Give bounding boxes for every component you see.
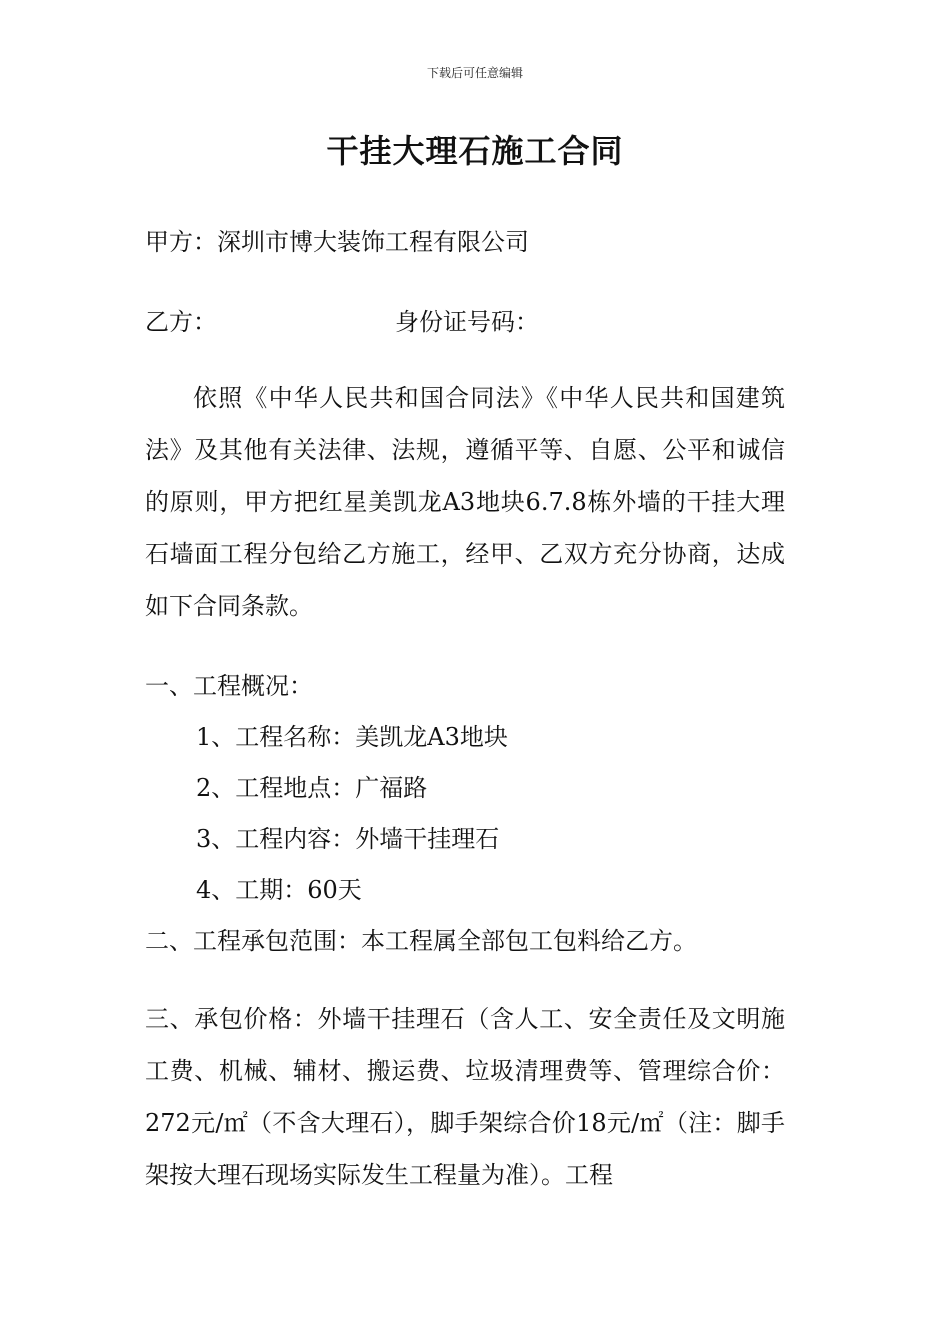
section1-item: 3、工程内容：外墙干挂理石 [196,825,500,853]
section1-item: 2、工程地点：广福路 [196,774,428,802]
document-title: 干挂大理石施工合同 [326,132,624,170]
section1-item: 1、工程名称：美凯龙A3地块 [196,723,508,751]
section1-item: 4、工期：60天 [196,876,362,904]
party-a-line: 甲方：深圳市博大装饰工程有限公司 [145,228,529,256]
intro-paragraph: 依照《中华人民共和国合同法》《中华人民共和国建筑法》及其他有关法律、法规，遵循平等、自愿、公平和诚信的原则，甲方把红星美凯龙A3地块6.7.8栋外墙的干挂大理石墙面工程分包给乙方施工，经甲、乙双方充分协商，达成如下合同条款。 [145,384,785,620]
party-b-id-label: 身份证号码： [395,308,539,336]
section2-line: 二、工程承包范围：本工程属全部包工包料给乙方。 [145,927,697,955]
section3-paragraph: 三、承包价格：外墙干挂理石（含人工、安全责任及文明施工费、机械、辅材、搬运费、垃圾清理费等、管理综合价： 272元/㎡（不含大理石），脚手架综合价18元/㎡（注：脚手架按大理石现场实际发生工程量为准）。工程 [145,1005,785,1189]
header-note: 下载后可任意编辑 [426,66,523,80]
section1-heading: 一、工程概况： [145,672,313,700]
party-b-label: 乙方： [145,308,217,336]
